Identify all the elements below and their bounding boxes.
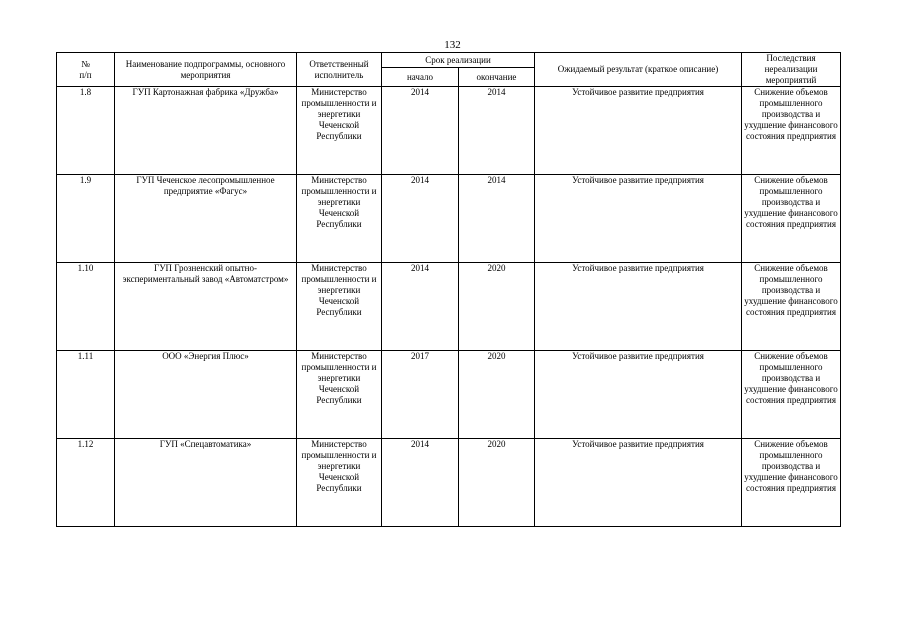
page-number: 132 (444, 39, 461, 51)
row-end: 2020 (459, 263, 535, 351)
row-name: ГУП «Спецавтоматика» (115, 439, 297, 527)
header-result: Ожидаемый результат (краткое описание) (535, 53, 742, 87)
row-result: Устойчивое развитие предприятия (535, 439, 742, 527)
row-num: 1.10 (57, 263, 115, 351)
row-num: 1.11 (57, 351, 115, 439)
row-result: Устойчивое развитие предприятия (535, 351, 742, 439)
table-row (57, 175, 841, 263)
row-start: 2014 (382, 175, 459, 263)
row-start: 2017 (382, 351, 459, 439)
header-num: № п/п (57, 53, 115, 87)
row-name: ГУП Грозненский опытно-экспериментальный завод «Автоматстром» (115, 263, 297, 351)
header-start: начало (382, 68, 459, 87)
header-end: окончание (459, 68, 535, 87)
table-row (57, 263, 841, 351)
row-start: 2014 (382, 263, 459, 351)
row-end: 2014 (459, 175, 535, 263)
table-row (57, 439, 841, 527)
row-name: ГУП Чеченское лесопромышленное предприятие «Фагус» (115, 175, 297, 263)
row-result: Устойчивое развитие предприятия (535, 263, 742, 351)
row-result: Устойчивое развитие предприятия (535, 175, 742, 263)
row-executor: Министерство промышленности и энергетики Чеченской Республики (297, 175, 382, 263)
header-period: Срок реализации (382, 53, 535, 68)
row-end: 2014 (459, 87, 535, 175)
row-end: 2020 (459, 351, 535, 439)
row-end: 2020 (459, 439, 535, 527)
row-start: 2014 (382, 87, 459, 175)
header-executor: Ответственный исполнитель (297, 53, 382, 87)
row-consequences: Снижение объемов промышленного производства и ухудшение финансового состояния предприятия (742, 439, 841, 527)
table-row (57, 87, 841, 175)
row-name: ООО «Энергия Плюс» (115, 351, 297, 439)
row-num: 1.8 (57, 87, 115, 175)
row-num: 1.12 (57, 439, 115, 527)
row-consequences: Снижение объемов промышленного производства и ухудшение финансового состояния предприятия (742, 351, 841, 439)
header-name: Наименование подпрограммы, основного мероприятия (115, 53, 297, 87)
row-num: 1.9 (57, 175, 115, 263)
row-executor: Министерство промышленности и энергетики Чеченской Республики (297, 351, 382, 439)
row-start: 2014 (382, 439, 459, 527)
row-consequences: Снижение объемов промышленного производства и ухудшение финансового состояния предприятия (742, 87, 841, 175)
program-table (56, 52, 841, 527)
row-consequences: Снижение объемов промышленного производства и ухудшение финансового состояния предприятия (742, 175, 841, 263)
row-consequences: Снижение объемов промышленного производства и ухудшение финансового состояния предприятия (742, 263, 841, 351)
row-name: ГУП Картонажная фабрика «Дружба» (115, 87, 297, 175)
table-row (57, 351, 841, 439)
row-executor: Министерство промышленности и энергетики Чеченской Республики (297, 87, 382, 175)
row-executor: Министерство промышленности и энергетики Чеченской Республики (297, 263, 382, 351)
row-executor: Министерство промышленности и энергетики Чеченской Республики (297, 439, 382, 527)
row-result: Устойчивое развитие предприятия (535, 87, 742, 175)
header-consequences: Последствия нереализации мероприятий (742, 53, 841, 87)
